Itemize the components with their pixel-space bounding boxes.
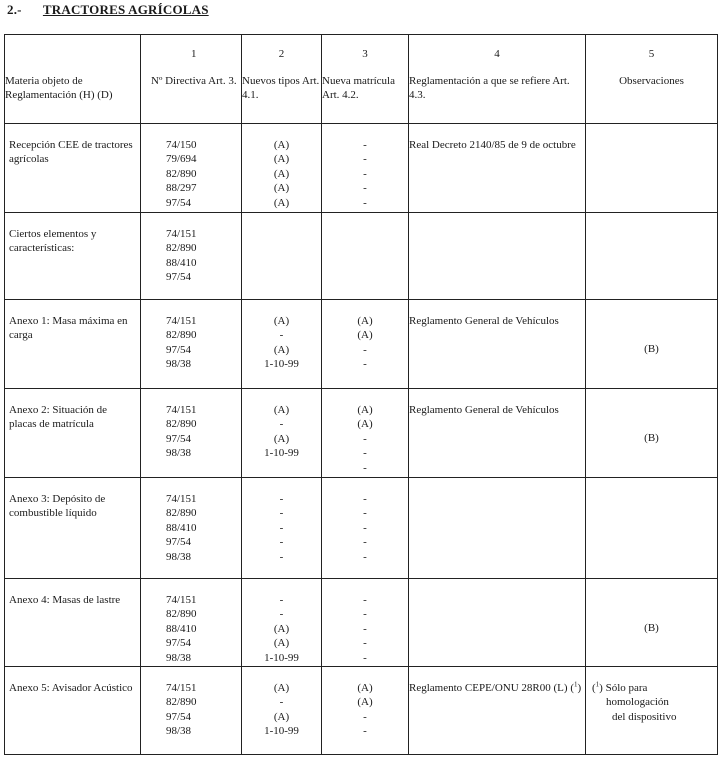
cell-reglamentacion: Real Decreto 2140/85 de 9 de octubre: [409, 124, 586, 213]
cell-materia: Anexo 5: Avisador Acústico: [5, 667, 141, 755]
cell-materia: Anexo 2: Situación de placas de matrícula: [5, 389, 141, 478]
cell-directivas: 74/150 79/694 82/890 88/297 97/54: [141, 124, 242, 213]
header-num-2: 2: [242, 35, 322, 64]
cell-observaciones: [586, 124, 718, 213]
header-num-materia: [5, 35, 141, 64]
cell-reglamentacion: [409, 213, 586, 300]
header-text-row: [5, 64, 718, 124]
table-row: [5, 579, 718, 667]
regulation-table: [4, 34, 718, 755]
cell-nueva-matricula: (A) (A) - -: [322, 300, 409, 389]
cell-nueva-matricula: - - - - -: [322, 579, 409, 667]
cell-materia: Anexo 1: Masa máxima en carga: [5, 300, 141, 389]
cell-nuevos-tipos: (A) - (A) 1-10-99: [242, 667, 322, 755]
cell-nuevos-tipos: - - - - -: [242, 478, 322, 579]
cell-observaciones: (B): [586, 389, 718, 478]
section-heading: [7, 2, 209, 18]
header-num-3: 3: [322, 35, 409, 64]
cell-materia: Ciertos elementos y características:: [5, 213, 141, 300]
header-num-1: 1: [141, 35, 242, 64]
cell-nuevos-tipos: (A) - (A) 1-10-99: [242, 300, 322, 389]
header-nuevos-tipos: Nuevos tipos Art. 4.1.: [242, 64, 322, 124]
section-number: 2.-: [7, 2, 22, 17]
cell-directivas: 74/151 82/890 97/54 98/38: [141, 389, 242, 478]
header-observaciones: Observaciones: [586, 64, 718, 124]
cell-nuevos-tipos: - - (A) (A) 1-10-99: [242, 579, 322, 667]
table-row: [5, 300, 718, 389]
cell-nueva-matricula: (A) (A) - -: [322, 667, 409, 755]
table-row: [5, 124, 718, 213]
cell-observaciones: [586, 213, 718, 300]
cell-nuevos-tipos: (A) - (A) 1-10-99: [242, 389, 322, 478]
section-title: TRACTORES AGRÍCOLAS: [42, 2, 209, 17]
cell-reglamentacion: Reglamento General de Vehículos: [409, 389, 586, 478]
header-reglamentacion: Reglamentación a que se refiere Art. 4.3.: [409, 64, 586, 124]
cell-reglamentacion: Reglamento General de Vehículos: [409, 300, 586, 389]
header-nueva-matricula: Nueva matrícula Art. 4.2.: [322, 64, 409, 124]
header-num-4: 4: [409, 35, 586, 64]
table-row: [5, 478, 718, 579]
cell-observaciones: [586, 667, 718, 755]
header-materia: Materia objeto de Reglamentación (H) (D): [5, 64, 141, 124]
footnote: ($^1$) Sólo para homologación del dispositivo: [592, 680, 677, 723]
table-row: [5, 213, 718, 300]
cell-reglamentacion: [409, 478, 586, 579]
cell-directivas: 74/151 82/890 88/410 97/54 98/38: [141, 478, 242, 579]
cell-materia: Recepción CEE de tractores agrícolas: [5, 124, 141, 213]
cell-nueva-matricula: [322, 213, 409, 300]
cell-materia: Anexo 4: Masas de lastre: [5, 579, 141, 667]
cell-observaciones: (B): [586, 579, 718, 667]
header-number-row: [5, 35, 718, 64]
cell-nueva-matricula: - - - - -: [322, 124, 409, 213]
cell-directivas: 74/151 82/890 88/410 97/54: [141, 213, 242, 300]
cell-directivas: 74/151 82/890 88/410 97/54 98/38: [141, 579, 242, 667]
header-directiva: Nº Directiva Art. 3.: [141, 64, 242, 124]
cell-nueva-matricula: - - - - -: [322, 478, 409, 579]
cell-directivas: 74/151 82/890 97/54 98/38: [141, 667, 242, 755]
header-num-5: 5: [586, 35, 718, 64]
cell-reglamentacion: [409, 579, 586, 667]
cell-observaciones: [586, 478, 718, 579]
cell-reglamentacion: Reglamento CEPE/ONU 28R00 (L) ($^1$): [409, 667, 586, 755]
cell-materia: Anexo 3: Depósito de combustible líquido: [5, 478, 141, 579]
cell-nueva-matricula: (A) (A) - - -: [322, 389, 409, 478]
table-row: [5, 667, 718, 755]
cell-nuevos-tipos: (A) (A) (A) (A) (A): [242, 124, 322, 213]
table-row: [5, 389, 718, 478]
cell-nuevos-tipos: [242, 213, 322, 300]
cell-observaciones: (B): [586, 300, 718, 389]
cell-directivas: 74/151 82/890 97/54 98/38: [141, 300, 242, 389]
